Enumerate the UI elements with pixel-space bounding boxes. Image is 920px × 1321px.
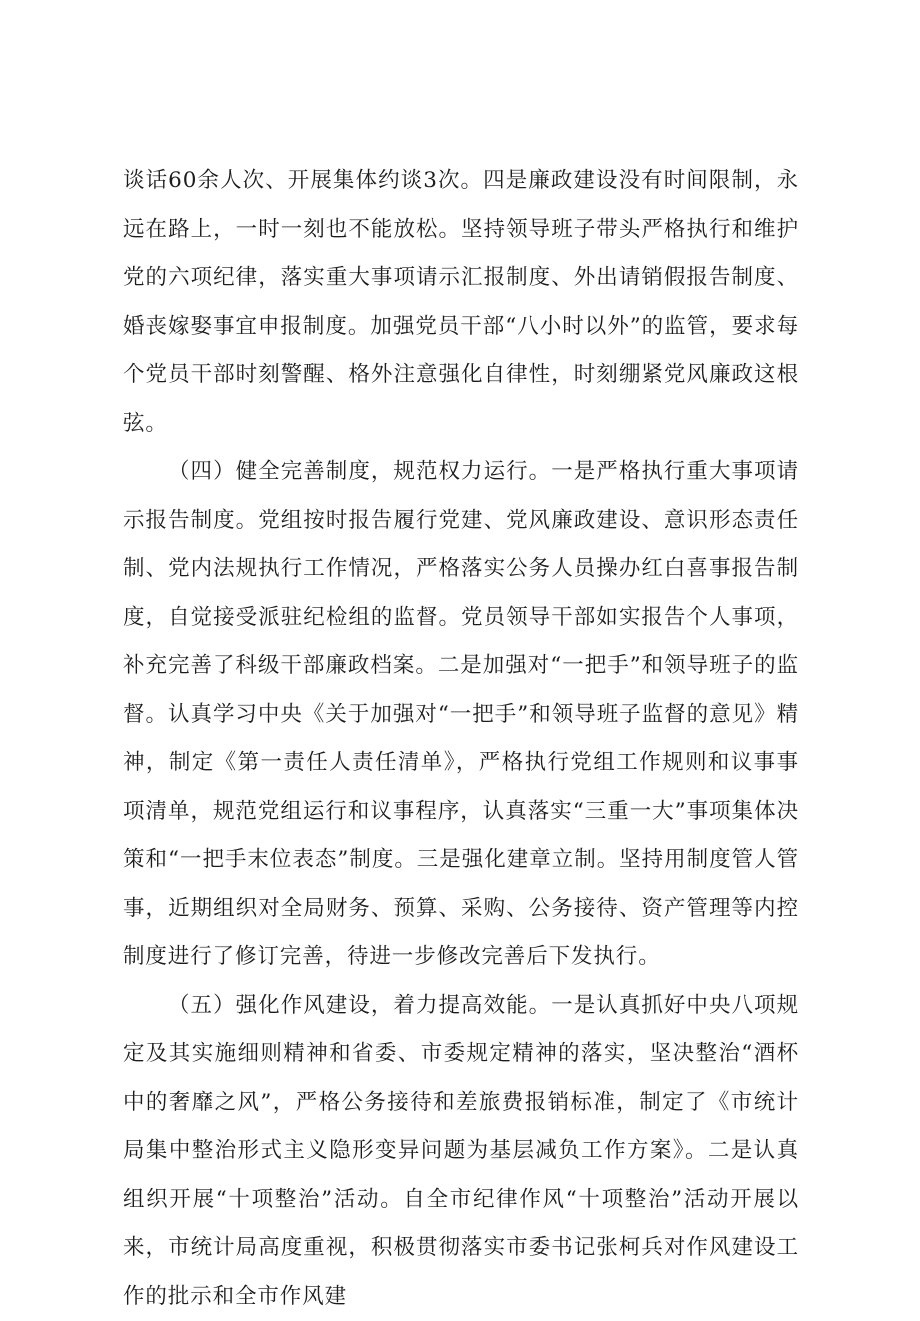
paragraph-section-four: （四）健全完善制度，规范权力运行。一是严格执行重大事项请示报告制度。党组按时报告履行党建、党风廉政建设、意识形态责任制、党内法规执行工作情况，严格落实公务人员操办红白喜事报告制度，自觉接受派驻纪检组的监督。党员领导干部如实报告个人事项，补充完善了科级干部廉政档案。二是加强对“一把手”和领导班子的监督。认真学习中央《关于加强对“一把手”和领导班子监督的意见》精神，制定《第一责任人责任清单》，严格执行党组工作规则和议事事项清单，规范党组运行和议事程序，认真落实“三重一大”事项集体决策和“一把手末位表态”制度。三是强化建章立制。坚持用制度管人管事，近期组织对全局财务、预算、采购、公务接待、资产管理等内控制度进行了修订完善，待进一步修改完善后下发执行。 — [123, 448, 799, 982]
document-body — [123, 157, 799, 1321]
paragraph-section-five: （五）强化作风建设，着力提高效能。一是认真抓好中央八项规定及其实施细则精神和省委、市委规定精神的落实，坚决整治“酒杯中的奢靡之风”，严格公务接待和差旅费报销标准，制定了《市统计局集中整治形式主义隐形变异问题为基层减负工作方案》。二是认真组织开展“十项整治”活动。自全市纪律作风“十项整治”活动开展以来，市统计局高度重视，积极贯彻落实市委书记张柯兵对作风建设工作的批示和全市作风建 — [123, 982, 799, 1321]
paragraph-continuation: 谈话60余人次、开展集体约谈3次。四是廉政建设没有时间限制，永远在路上，一时一刻也不能放松。坚持领导班子带头严格执行和维护党的六项纪律，落实重大事项请示汇报制度、外出请销假报告制度、婚丧嫁娶事宜申报制度。加强党员干部“八小时以外”的监管，要求每个党员干部时刻警醒、格外注意强化自律性，时刻绷紧党风廉政这根弦。 — [123, 157, 799, 448]
